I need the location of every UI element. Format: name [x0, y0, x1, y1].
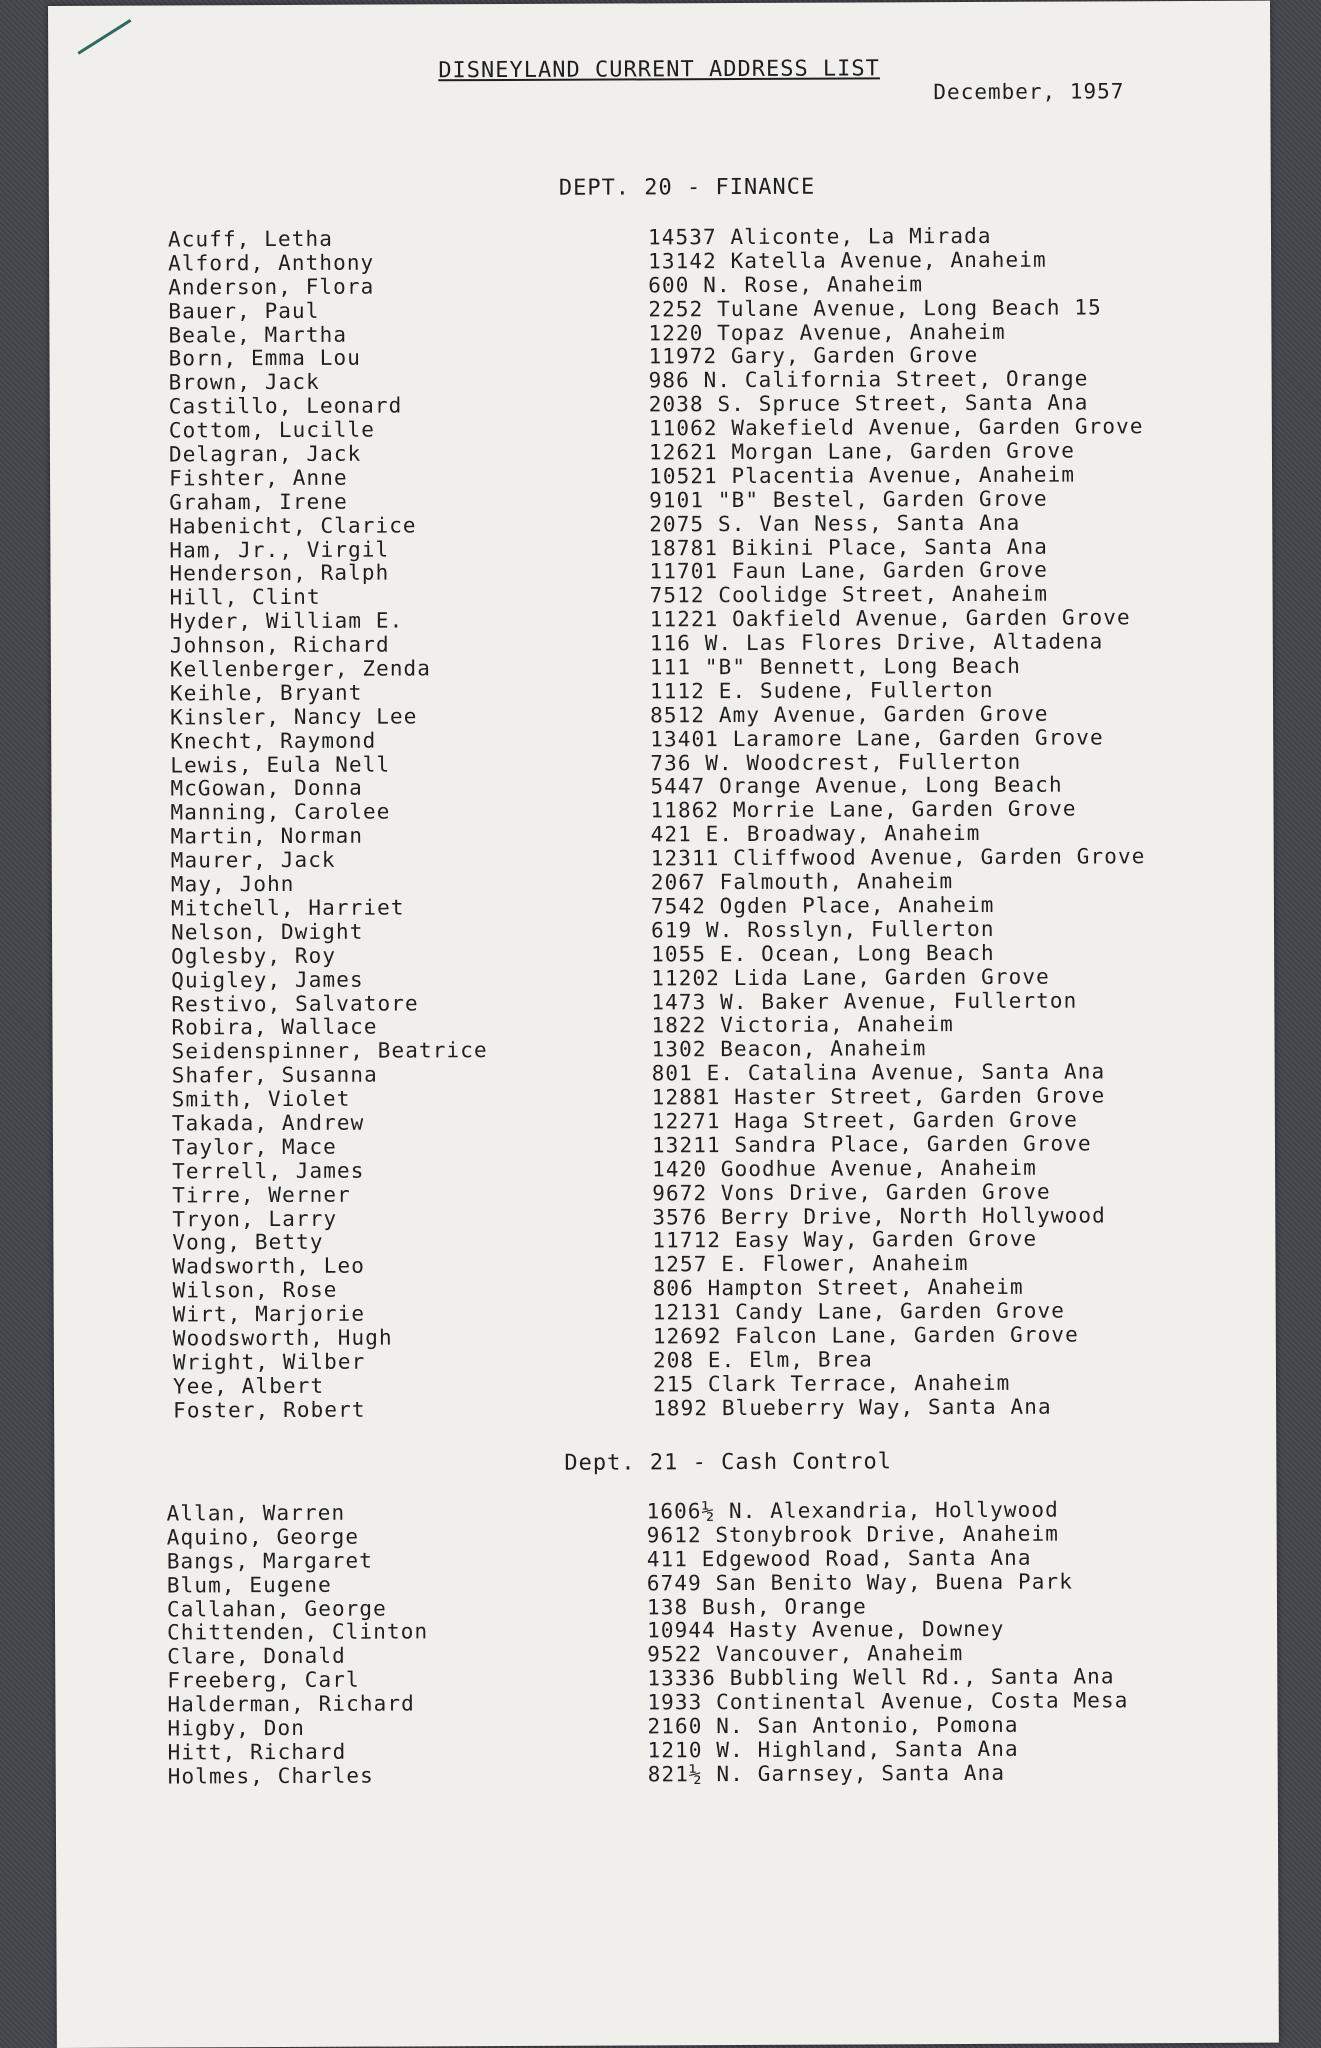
employee-address: 821½ N. Garnsey, Santa Ana — [647, 1760, 1006, 1787]
employee-name: Hyder, William E. — [169, 608, 404, 634]
employee-name: Kinsler, Nancy Lee — [170, 704, 418, 730]
employee-name: Seidenspinner, Beatrice — [171, 1038, 488, 1064]
employee-name: Born, Emma Lou — [168, 346, 361, 371]
list-item — [168, 1761, 1258, 1790]
employee-address: 116 W. Las Flores Drive, Altadena — [649, 629, 1104, 656]
employee-name: Keihle, Bryant — [169, 680, 363, 706]
employee-name: Taylor, Mace — [171, 1134, 337, 1160]
document-date: December, 1957 — [933, 79, 1125, 105]
document-page — [48, 1, 1279, 2048]
employee-name: Quigley, James — [171, 967, 364, 993]
pen-mark — [77, 19, 131, 55]
employee-address: 2067 Falmouth, Anaheim — [650, 869, 954, 895]
employee-name: Smith, Violet — [171, 1086, 351, 1112]
employee-name: Allan, Warren — [166, 1500, 346, 1526]
employee-address: 12311 Cliffwood Avenue, Garden Grove — [650, 844, 1146, 871]
employee-address: 1606½ N. Alexandria, Hollywood — [646, 1497, 1059, 1524]
employee-name: Nelson, Dwight — [170, 919, 364, 945]
employee-address: 10944 Hasty Avenue, Downey — [647, 1617, 1005, 1643]
employee-address: 10521 Placentia Avenue, Anaheim — [649, 462, 1076, 489]
employee-address: 6749 San Benito Way, Buena Park — [646, 1569, 1073, 1596]
employee-address: 1210 W. Highland, Santa Ana — [647, 1736, 1019, 1763]
employee-name: Wadsworth, Leo — [172, 1253, 365, 1279]
employee-address: 12131 Candy Lane, Garden Grove — [652, 1298, 1066, 1325]
employee-address: 1822 Victoria, Anaheim — [651, 1012, 954, 1038]
employee-address: 5447 Orange Avenue, Long Beach — [650, 773, 1063, 799]
employee-name: Tirre, Werner — [172, 1182, 351, 1208]
employee-address: 7542 Ogden Place, Anaheim — [650, 892, 995, 919]
employee-address: 11972 Gary, Garden Grove — [648, 343, 979, 369]
employee-address: 11062 Wakefield Avenue, Garden Grove — [648, 414, 1144, 441]
employee-name: Higby, Don — [167, 1715, 306, 1741]
employee-name: Holmes, Charles — [167, 1763, 374, 1789]
employee-address: 13142 Katella Avenue, Anaheim — [648, 247, 1047, 274]
dept-finance-header: DEPT. 20 - FINANCE — [558, 174, 816, 201]
employee-name: Aquino, George — [166, 1524, 360, 1550]
employee-name: Alford, Anthony — [168, 250, 375, 276]
employee-address: 13211 Sandra Place, Garden Grove — [651, 1131, 1092, 1158]
employee-address: 411 Edgewood Road, Santa Ana — [646, 1545, 1032, 1572]
employee-name: Yee, Albert — [172, 1373, 325, 1399]
employee-name: Wirt, Marjorie — [172, 1301, 366, 1327]
employee-address: 7512 Coolidge Street, Anaheim — [649, 582, 1049, 608]
employee-name: Cottom, Lucille — [168, 417, 376, 443]
employee-name: Halderman, Richard — [167, 1691, 415, 1717]
employee-address: 2075 S. Van Ness, Santa Ana — [649, 510, 1021, 537]
employee-name: Shafer, Susanna — [171, 1062, 378, 1088]
employee-address: 806 Hampton Street, Anaheim — [652, 1274, 1024, 1301]
employee-address: 12692 Falcon Lane, Garden Grove — [652, 1322, 1079, 1349]
employee-address: 14537 Aliconte, La Mirada — [647, 223, 992, 250]
employee-name: Freeberg, Carl — [167, 1667, 360, 1693]
employee-address: 421 E. Broadway, Anaheim — [650, 821, 981, 847]
employee-name: Blum, Eugene — [166, 1572, 332, 1598]
employee-name: Kellenberger, Zenda — [169, 656, 432, 682]
employee-address: 12271 Haga Street, Garden Grove — [651, 1107, 1078, 1134]
employee-name: Graham, Irene — [169, 489, 348, 515]
employee-address: 9101 "B" Bestel, Garden Grove — [649, 486, 1048, 513]
employee-address: 3576 Berry Drive, North Hollywood — [652, 1202, 1106, 1229]
employee-address: 11701 Faun Lane, Garden Grove — [649, 558, 1049, 584]
employee-name: Beale, Martha — [168, 322, 348, 348]
employee-name: Martin, Norman — [170, 823, 364, 849]
employee-name: Callahan, George — [166, 1596, 387, 1622]
employee-name: Anderson, Flora — [168, 274, 375, 300]
employee-address: 801 E. Catalina Avenue, Santa Ana — [651, 1059, 1106, 1086]
employee-name: Wilson, Rose — [172, 1277, 338, 1303]
employee-name: Robira, Wallace — [171, 1014, 378, 1040]
list-item — [173, 1394, 1263, 1423]
employee-address: 138 Bush, Orange — [646, 1594, 867, 1619]
employee-name: Fishter, Anne — [169, 465, 348, 491]
employee-name: Woodsworth, Hugh — [172, 1325, 393, 1351]
employee-address: 8512 Amy Avenue, Garden Grove — [650, 701, 1049, 728]
employee-name: Hill, Clint — [169, 585, 321, 610]
employee-address: 1892 Blueberry Way, Santa Ana — [653, 1394, 1052, 1421]
employee-name: Hitt, Richard — [167, 1739, 347, 1765]
employee-name: Clare, Donald — [167, 1644, 346, 1669]
employee-address: 12621 Morgan Lane, Garden Grove — [648, 438, 1076, 465]
employee-address: 1112 E. Sudene, Fullerton — [649, 677, 994, 704]
employee-address: 2038 S. Spruce Street, Santa Ana — [648, 390, 1089, 417]
employee-name: Manning, Carolee — [170, 799, 391, 825]
employee-name: Bauer, Paul — [168, 298, 320, 324]
employee-name: Delagran, Jack — [168, 441, 362, 467]
employee-address: 600 N. Rose, Anaheim — [648, 271, 924, 298]
employee-address: 11862 Morrie Lane, Garden Grove — [650, 796, 1077, 823]
employee-name: Restivo, Salvatore — [171, 990, 419, 1016]
employee-name: Takada, Andrew — [171, 1110, 365, 1136]
employee-address: 2160 N. San Antonio, Pomona — [647, 1712, 1019, 1739]
employee-address: 9522 Vancouver, Anaheim — [647, 1641, 964, 1667]
employee-name: Bangs, Margaret — [166, 1548, 373, 1574]
employee-address: 2252 Tulane Avenue, Long Beach 15 — [648, 295, 1102, 322]
employee-name: Knecht, Raymond — [170, 728, 377, 754]
employee-name: Maurer, Jack — [170, 847, 336, 873]
employee-address: 11202 Lida Lane, Garden Grove — [651, 964, 1050, 990]
employee-name: Terrell, James — [172, 1158, 365, 1184]
employee-address: 1420 Goodhue Avenue, Anaheim — [652, 1155, 1037, 1182]
dept-cash-control-header: Dept. 21 - Cash Control — [564, 1449, 893, 1476]
employee-name: Johnson, Richard — [169, 632, 390, 658]
employee-address: 11712 Easy Way, Garden Grove — [652, 1227, 1038, 1253]
employee-name: Tryon, Larry — [172, 1206, 338, 1231]
employee-name: Wright, Wilber — [172, 1349, 366, 1375]
employee-name: Brown, Jack — [168, 370, 320, 395]
employee-address: 1257 E. Flower, Anaheim — [652, 1251, 969, 1277]
document-title: DISNEYLAND CURRENT ADDRESS LIST — [438, 56, 880, 84]
employee-name: Lewis, Eula Nell — [170, 752, 391, 778]
employee-name: Foster, Robert — [173, 1397, 366, 1423]
employee-address: 9612 Stonybrook Drive, Anaheim — [646, 1521, 1060, 1548]
employee-name: Habenicht, Clarice — [169, 513, 417, 539]
employee-address: 1473 W. Baker Avenue, Fullerton — [651, 988, 1078, 1014]
employee-address: 13336 Bubbling Well Rd., Santa Ana — [647, 1664, 1115, 1691]
employee-address: 215 Clark Terrace, Anaheim — [652, 1370, 1011, 1397]
employee-address: 208 E. Elm, Brea — [652, 1347, 873, 1373]
employee-address: 9672 Vons Drive, Garden Grove — [652, 1179, 1051, 1205]
employee-address: 1933 Continental Avenue, Costa Mesa — [647, 1688, 1129, 1715]
employee-address: 986 N. California Street, Orange — [648, 366, 1089, 393]
employee-address: 11221 Oakfield Avenue, Garden Grove — [649, 605, 1131, 632]
employee-address: 13401 Laramore Lane, Garden Grove — [650, 725, 1104, 752]
employee-address: 111 "B" Bennett, Long Beach — [649, 653, 1022, 680]
employee-address: 619 W. Rosslyn, Fullerton — [650, 916, 995, 943]
cash-control-address-list — [167, 1498, 1258, 1789]
employee-name: May, John — [170, 871, 295, 897]
employee-name: Acuff, Letha — [167, 226, 333, 252]
employee-name: McGowan, Donna — [170, 776, 363, 801]
employee-name: Henderson, Ralph — [169, 560, 390, 586]
employee-address: 18781 Bikini Place, Santa Ana — [649, 534, 1048, 560]
employee-name: Ham, Jr., Virgil — [169, 537, 390, 563]
employee-name: Oglesby, Roy — [171, 943, 337, 969]
employee-address: 736 W. Woodcrest, Fullerton — [650, 749, 1022, 775]
employee-address: 1220 Topaz Avenue, Anaheim — [648, 319, 1006, 345]
employee-name: Castillo, Leonard — [168, 393, 403, 419]
employee-name: Mitchell, Harriet — [170, 895, 405, 921]
employee-name: Chittenden, Clinton — [167, 1619, 429, 1645]
employee-address: 1055 E. Ocean, Long Beach — [651, 940, 995, 967]
employee-name: Vong, Betty — [172, 1230, 324, 1255]
employee-address: 12881 Haster Street, Garden Grove — [651, 1083, 1106, 1110]
finance-address-list — [168, 224, 1263, 1423]
employee-address: 1302 Beacon, Anaheim — [651, 1036, 927, 1062]
